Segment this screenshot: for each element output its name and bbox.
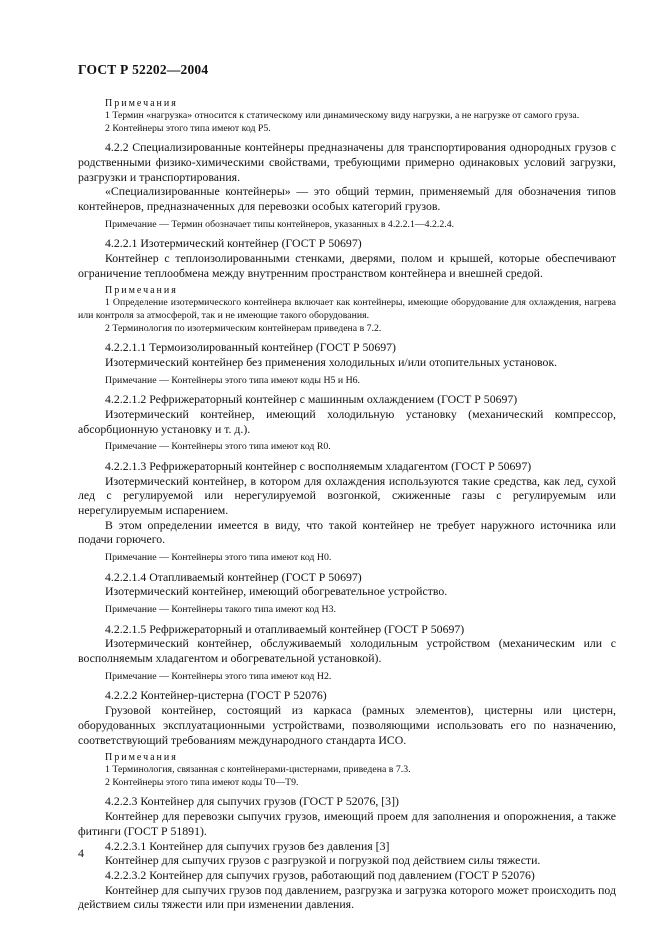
paragraph: Контейнер с теплоизолированными стенками, дверями, полом и крышей, которые обеспечивают ограничение теплообмена между внутренним пространством контейнера и внешней средой. (78, 251, 616, 280)
paragraph: 4.2.2.1.5 Рефрижераторный и отапливаемый контейнер (ГОСТ Р 50697) (105, 621, 465, 636)
paragraph: Контейнер для перевозки сыпучих грузов, имеющий проем для заполнения и опорожнения, а также фитинги (ГОСТ Р 51891). (78, 809, 616, 838)
paragraph: 4.2.2.1.2 Рефрижераторный контейнер с машинным охлаждением (ГОСТ Р 50697) (105, 392, 518, 407)
note-text: Примечание — Контейнеры такого типа имеют код Н3. (105, 604, 336, 616)
paragraph: 4.2.2.3.2 Контейнер для сыпучих грузов, работающий под давлением (ГОСТ Р 52076) (105, 867, 535, 882)
note-text: Примечание — Контейнеры этого типа имеют коды Н5 и Н6. (105, 374, 360, 386)
paragraph: 4.2.2.1 Изотермический контейнер (ГОСТ Р 50697) (105, 236, 362, 251)
paragraph: 4.2.2.2 Контейнер-цистерна (ГОСТ Р 52076) (105, 688, 327, 703)
paragraph: Изотермический контейнер без применения холодильных и/или отопительных установок. (105, 354, 558, 369)
paragraph: Контейнер для сыпучих грузов с разгрузкой и погрузкой под действием силы тяжести. (105, 853, 541, 868)
paragraph: 4.2.2.1.1 Термоизолированный контейнер (ГОСТ Р 50697) (105, 340, 396, 355)
paragraph: Изотермический контейнер, обслуживаемый холодильным устройством (механическим или с восполняемым хладагентом и обогревательной установкой). (78, 636, 616, 666)
paragraph: 4.2.2.3.1 Контейнер для сыпучих грузов без давления [3] (105, 838, 390, 853)
paragraph: 4.2.2 Специализированные контейнеры предназначены для транспортирования однородных грузов с родственными физико-химическими свойствами, требующими примерно одинаковых условий загрузки, разгрузки и транспортирования. (78, 140, 616, 184)
paragraph: 4.2.2.1.3 Рефрижераторный контейнер с восполняемым хладагентом (ГОСТ Р 50697) (105, 458, 532, 473)
paragraph: Контейнер для сыпучих грузов под давлением, разгрузка и загрузка которого может происходить под действием силы тяжести или при изменении давления. (78, 882, 616, 912)
paragraph: Изотермический контейнер, имеющий холодильную установку (механический компрессор, абсорбционную установку и т. д.). (78, 406, 616, 436)
paragraph: 4.2.2.3 Контейнер для сыпучих грузов (ГОСТ Р 52076, [3]) (105, 794, 399, 809)
note-heading: Примечания (105, 285, 178, 297)
note-text: 1 Термин «нагрузка» относится к статическому или динамическому виду нагрузки, а не нагрузке от самого груза. (105, 110, 580, 121)
note-heading: Примечания (105, 98, 178, 109)
paragraph: 4.2.2.1.4 Отапливаемый контейнер (ГОСТ Р 50697) (105, 569, 362, 584)
note-text: 1 Терминология, связанная с контейнерами-цистернами, приведена в 7.3. (105, 764, 411, 776)
paragraph: В этом определении имеется в виду, что такой контейнер не требует наружного источника или подачи горючего. (78, 517, 616, 547)
note-text: 2 Контейнеры этого типа имеют код Р5. (105, 122, 271, 134)
document-body (78, 93, 616, 912)
note-text: Примечание — Контейнеры этого типа имеют код Н2. (105, 670, 332, 682)
document-header: ГОСТ Р 52202—2004 (78, 62, 209, 77)
note-text: 1 Определение изотермического контейнера включает как контейнеры, имеющие оборудование для охлаждения, нагрева или контроля за атмосферой, так и не имеющие такого оборудования. (78, 297, 616, 321)
note-text: 2 Терминология по изотермическим контейнерам приведена в 7.2. (105, 322, 382, 334)
paragraph: «Специализированные контейнеры» — это общий термин, применяемый для обозначения типов контейнеров, предназначенных для перевозки особых категорий грузов. (78, 184, 616, 213)
paragraph: Изотермический контейнер, имеющий обогревательное устройство. (105, 584, 448, 599)
note-text: Примечание — Контейнеры этого типа имеют код R0. (105, 441, 331, 453)
paragraph: Грузовой контейнер, состоящий из каркаса (рамных элементов), цистерны или цистерн, оборудованных эксплуатационными устройствами, позволяющими использовать его по назначению, соответствующий требованиям международного стандарта ИСО. (78, 703, 616, 747)
paragraph: Изотермический контейнер, в котором для охлаждения используются такие средства, как лед, сухой лед с регулируемой или нерегулируемой возгонкой, сжиженные газы с регулируемым или нерегулируемым испарением. (78, 473, 616, 517)
page-number: 4 (78, 846, 84, 860)
note-heading: Примечания (105, 752, 178, 764)
note-text: Примечание — Контейнеры этого типа имеют код Н0. (105, 552, 332, 564)
note-text: 2 Контейнеры этого типа имеют коды Т0—Т9. (105, 776, 299, 788)
note-text: Примечание — Термин обозначает типы контейнеров, указанных в 4.2.2.1—4.2.2.4. (105, 218, 455, 230)
